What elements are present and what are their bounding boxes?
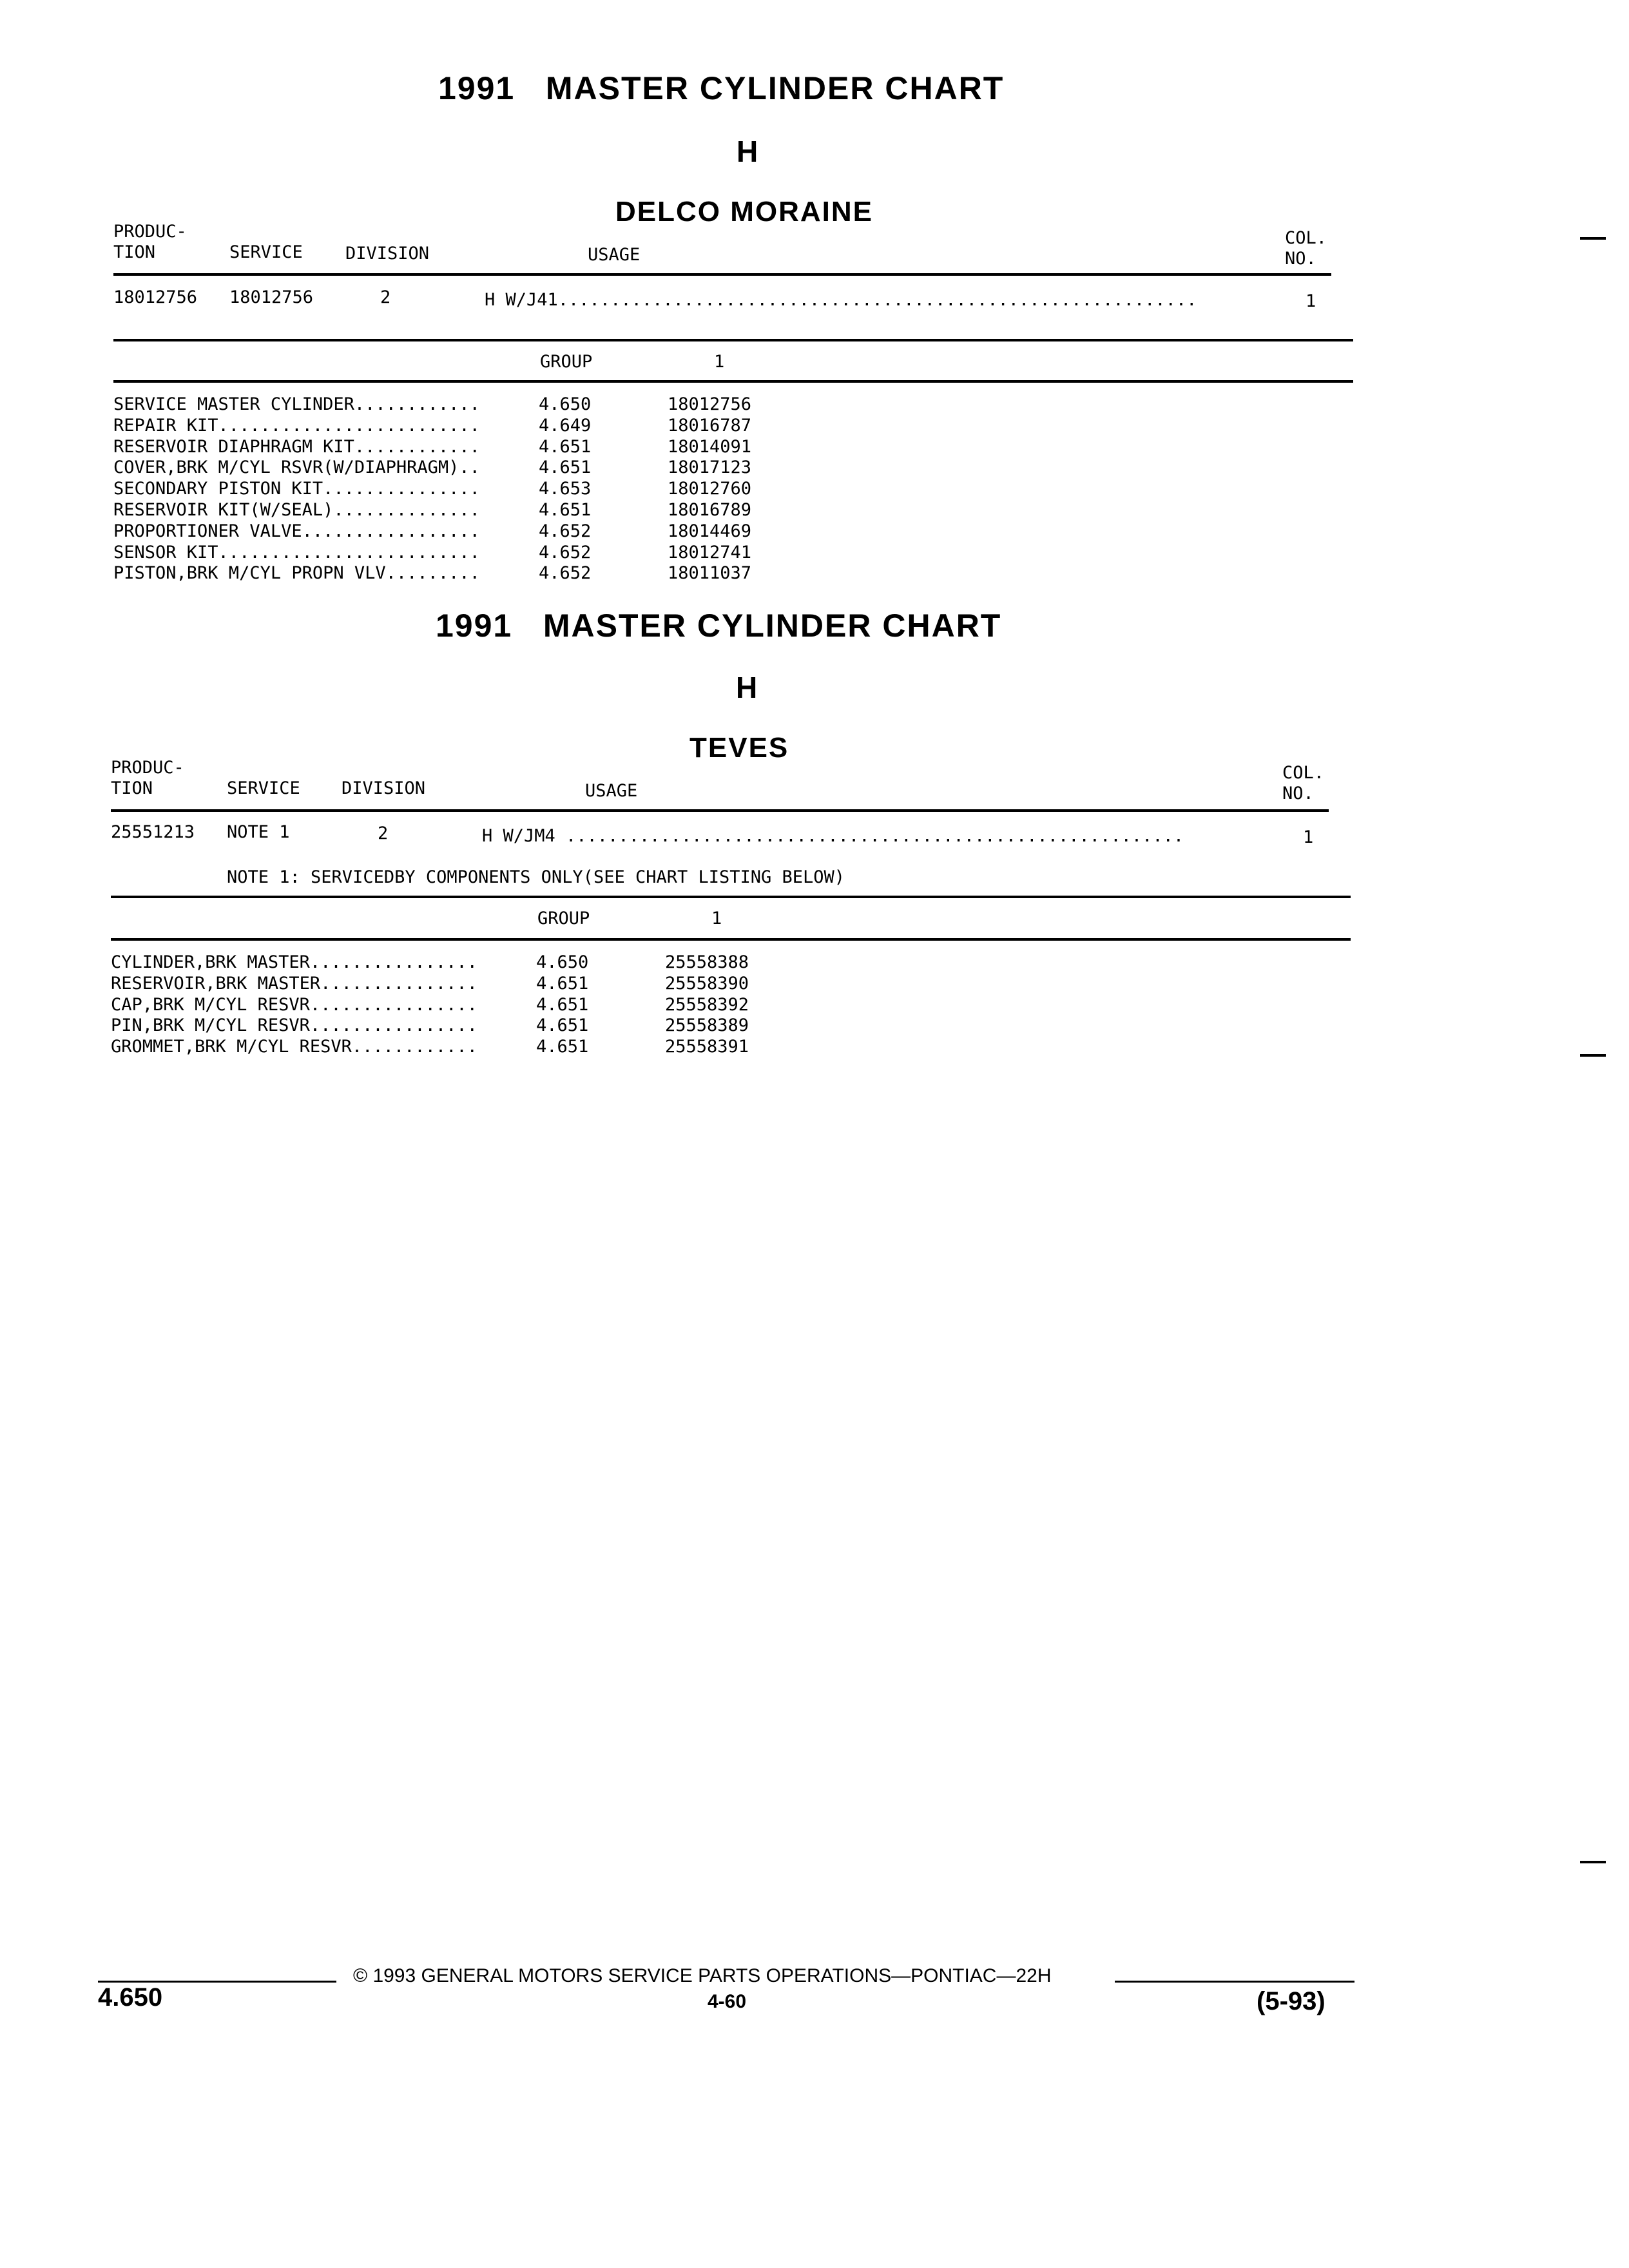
part-name: PIN,BRK M/CYL RESVR................ [111, 1015, 477, 1036]
footer-rule-right [1115, 1981, 1354, 1983]
col-number: 1 [1306, 291, 1316, 311]
usage-text: H W/J41............................................................. [485, 290, 1197, 310]
part-name: SERVICE MASTER CYLINDER............ [113, 394, 480, 414]
group-label: GROUP [540, 352, 593, 372]
header-rule [111, 809, 1329, 812]
col-header-production-1: PRODUC- [113, 222, 187, 242]
production-number: 18012756 [113, 287, 198, 307]
part-name: CYLINDER,BRK MASTER................ [111, 952, 477, 972]
part-name: SENSOR KIT......................... [113, 542, 480, 562]
header-rule [113, 273, 1331, 276]
service-note-text: NOTE 1: SERVICEDBY COMPONENTS ONLY(SEE CHART LISTING BELOW) [227, 867, 845, 887]
part-number: 25558391 [665, 1037, 749, 1057]
group-col-number: 1 [711, 908, 722, 928]
col-header-usage: USAGE [585, 781, 638, 801]
manufacturer-heading: DELCO MORAINE [615, 196, 873, 227]
service-number: 18012756 [229, 287, 314, 307]
page-number: 4-60 [708, 1991, 747, 2012]
col-header-colno-2: NO. [1282, 783, 1314, 803]
part-name: PROPORTIONER VALVE................. [113, 521, 480, 541]
copyright-line: © 1993 GENERAL MOTORS SERVICE PARTS OPERATIONS—PONTIAC—22H [353, 1965, 1052, 1986]
col-header-service: SERVICE [229, 242, 303, 262]
part-name: RESERVOIR,BRK MASTER............... [111, 973, 477, 994]
chart-letter: H [737, 135, 760, 168]
group-number: 4.652 [539, 521, 592, 541]
group-number: 4.652 [539, 563, 592, 584]
group-number: 4.653 [539, 479, 592, 499]
col-header-production-2: TION [113, 242, 156, 262]
col-number: 1 [1303, 827, 1314, 847]
col-header-division: DIVISION [342, 778, 426, 798]
part-number: 18012756 [668, 394, 752, 414]
col-header-division: DIVISION [345, 244, 430, 264]
group-number: 4.652 [539, 542, 592, 562]
part-name: CAP,BRK M/CYL RESVR................ [111, 994, 477, 1015]
margin-mark [1580, 237, 1606, 240]
part-number: 18017123 [668, 457, 752, 478]
group-number: 4.651 [536, 1015, 589, 1036]
group-top-rule [111, 896, 1351, 898]
col-header-service: SERVICE [227, 778, 300, 798]
group-bottom-rule [111, 938, 1351, 941]
part-number: 18014469 [668, 521, 752, 541]
col-header-production-2: TION [111, 778, 153, 798]
group-number: 4.651 [536, 994, 589, 1015]
part-number: 25558388 [665, 952, 749, 972]
part-number: 25558389 [665, 1015, 749, 1036]
part-name: PISTON,BRK M/CYL PROPN VLV......... [113, 563, 480, 584]
part-number: 18014091 [668, 436, 752, 457]
col-header-colno-2: NO. [1285, 249, 1316, 269]
group-label: GROUP [537, 908, 590, 928]
production-number: 25551213 [111, 822, 195, 842]
part-name: RESERVOIR KIT(W/SEAL).............. [113, 500, 480, 520]
division-number: 2 [380, 287, 391, 307]
usage-text: H W/JM4 ........................................................... [482, 826, 1184, 846]
part-name: REPAIR KIT......................... [113, 415, 480, 436]
col-header-usage: USAGE [588, 245, 641, 265]
part-number: 25558390 [665, 973, 749, 994]
group-top-rule [113, 339, 1353, 341]
part-number: 18012741 [668, 542, 752, 562]
margin-mark [1580, 1861, 1606, 1863]
group-number: 4.651 [539, 500, 592, 520]
col-header-production-1: PRODUC- [111, 758, 184, 778]
revision-date: (5-93) [1257, 1987, 1325, 2015]
part-name: COVER,BRK M/CYL RSVR(W/DIAPHRAGM).. [113, 457, 480, 478]
group-number: 4.651 [539, 436, 592, 457]
part-name: SECONDARY PISTON KIT............... [113, 479, 480, 499]
part-number: 18011037 [668, 563, 752, 584]
chart-title: 1991 MASTER CYLINDER CHART [438, 70, 1005, 106]
group-number: 4.651 [539, 457, 592, 478]
manufacturer-heading: TEVES [689, 732, 789, 764]
col-header-colno-1: COL. [1285, 228, 1327, 248]
part-number: 18012760 [668, 479, 752, 499]
group-number: 4.651 [536, 1037, 589, 1057]
group-col-number: 1 [714, 352, 725, 372]
part-name: RESERVOIR DIAPHRAGM KIT............ [113, 436, 480, 457]
margin-mark [1580, 1054, 1606, 1057]
chart-title: 1991 MASTER CYLINDER CHART [436, 608, 1002, 644]
footer-rule-left [98, 1981, 336, 1983]
division-number: 2 [378, 823, 389, 843]
chart-letter: H [736, 671, 759, 704]
col-header-colno-1: COL. [1282, 763, 1325, 783]
group-bottom-rule [113, 380, 1353, 383]
part-number: 18016787 [668, 415, 752, 436]
section-number: 4.650 [98, 1983, 163, 2012]
group-number: 4.651 [536, 973, 589, 994]
part-number: 25558392 [665, 994, 749, 1015]
part-number: 18016789 [668, 500, 752, 520]
part-name: GROMMET,BRK M/CYL RESVR............ [111, 1037, 477, 1057]
group-number: 4.649 [539, 415, 592, 436]
group-number: 4.650 [539, 394, 592, 414]
service-note: NOTE 1 [227, 822, 290, 842]
group-number: 4.650 [536, 952, 589, 972]
